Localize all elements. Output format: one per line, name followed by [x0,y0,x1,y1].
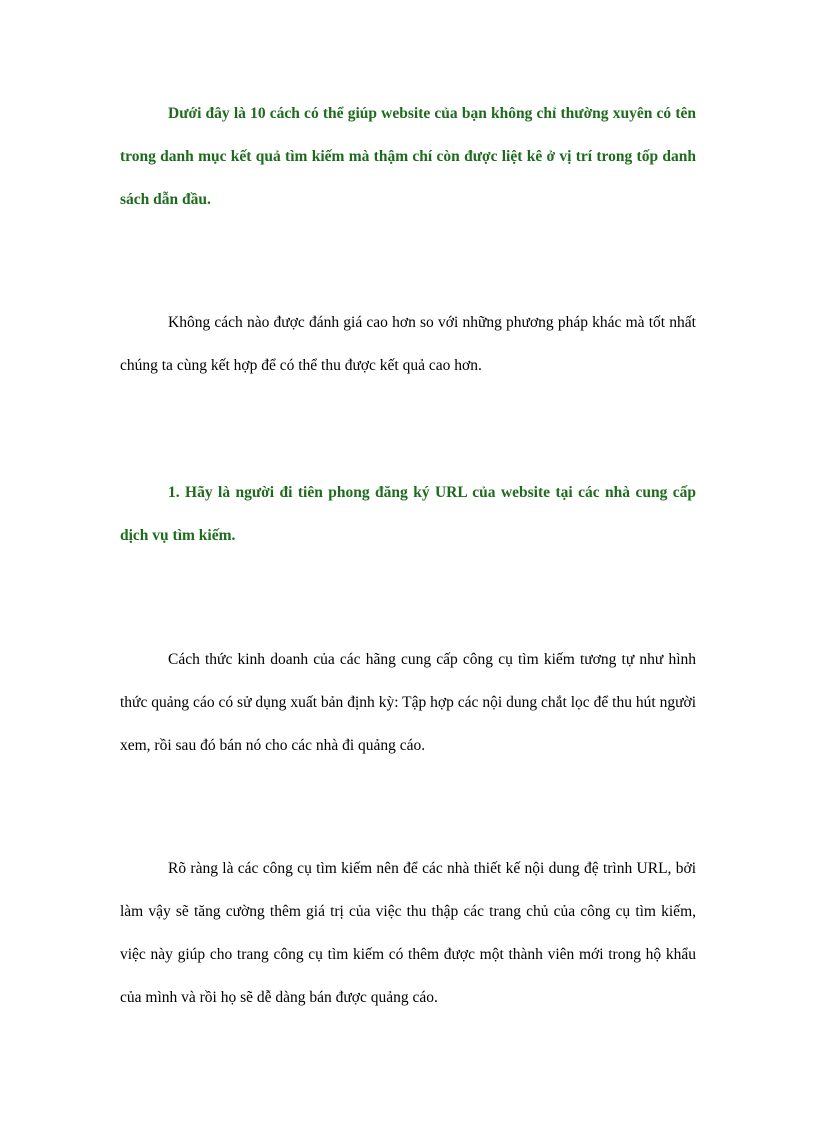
section-1-paragraph-2: Rõ ràng là các công cụ tìm kiếm nên để các nhà thiết kế nội dung đệ trình URL, bởi làm vậy sẽ tăng cường thêm giá trị của việc thu thập các trang chủ của công cụ tìm kiếm, việc này giúp cho trang công cụ tìm kiếm có thêm được một thành viên mới trong hộ khẩu của mình và rồi họ sẽ dễ dàng bán được quảng cáo. [120,860,696,1006]
intro-heading: Dưới đây là 10 cách có thể giúp website của bạn không chỉ thường xuyên có tên trong danh mục kết quả tìm kiếm mà thậm chí còn được liệt kê ở vị trí trong tốp danh sách dẫn đầu. [120,105,696,208]
section-1-heading: 1. Hãy là người đi tiên phong đăng ký URL của website tại các nhà cung cấp dịch vụ tìm kiếm. [120,484,696,544]
note-paragraph: Không cách nào được đánh giá cao hơn so với những phương pháp khác mà tốt nhất chúng ta cùng kết hợp để có thể thu được kết quả cao hơn. [120,314,696,374]
section-1-paragraph-1: Cách thức kinh doanh của các hãng cung cấp công cụ tìm kiếm tương tự như hình thức quảng cáo có sử dụng xuất bản định kỳ: Tập hợp các nội dung chắt lọc để thu hút người xem, rồi sau đó bán nó cho các nhà đi quảng cáo. [120,651,696,754]
